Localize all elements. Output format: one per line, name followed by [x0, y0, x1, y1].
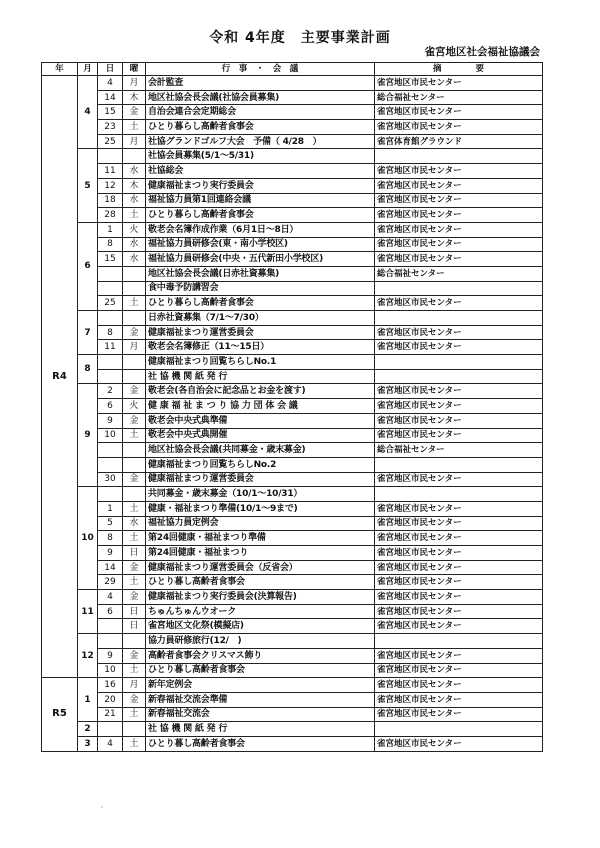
day-cell [98, 634, 123, 649]
table-row [42, 546, 543, 561]
day-cell: 14 [98, 560, 123, 575]
month-cell: 12 [78, 634, 98, 678]
event-cell: 健康福祉まつり運営委員会 [146, 325, 375, 340]
event-cell: 社協グランドゴルフ大会 予備（ 4/28 ） [146, 134, 375, 149]
weekday-cell: 土 [123, 428, 146, 443]
day-cell [98, 369, 123, 384]
day-cell [98, 149, 123, 164]
note-cell: 雀宮地区市民センター [375, 208, 543, 223]
note-cell: 雀宮地区市民センター [375, 501, 543, 516]
day-cell [98, 443, 123, 458]
weekday-cell: 火 [123, 222, 146, 237]
note-cell: 雀宮地区市民センター [375, 707, 543, 722]
table-row [42, 178, 543, 193]
header-note: 摘 要 [375, 63, 543, 76]
event-cell: 新春福祉交流会準備 [146, 692, 375, 707]
note-cell: 雀宮地区市民センター [375, 692, 543, 707]
table-row [42, 428, 543, 443]
event-cell: 健康福祉まつり回覧ちらしNo.2 [146, 457, 375, 472]
weekday-cell: 水 [123, 164, 146, 179]
day-cell [98, 619, 123, 634]
note-cell: 総合福祉センター [375, 443, 543, 458]
day-cell: 8 [98, 325, 123, 340]
weekday-cell: 土 [123, 663, 146, 678]
weekday-cell [123, 634, 146, 649]
day-cell: 28 [98, 208, 123, 223]
schedule-body [42, 76, 543, 752]
weekday-cell: 月 [123, 76, 146, 91]
event-cell: 健 康 福 祉 ま つ り 協 力 団 体 会 議 [146, 399, 375, 414]
event-cell: 第24回健康・福祉まつり [146, 546, 375, 561]
event-cell: 敬老会名簿修正（11～15日） [146, 340, 375, 355]
weekday-cell [123, 311, 146, 326]
table-row [42, 634, 543, 649]
weekday-cell: 火 [123, 399, 146, 414]
day-cell: 11 [98, 164, 123, 179]
weekday-cell: 水 [123, 193, 146, 208]
note-cell: 雀宮地区市民センター [375, 604, 543, 619]
event-cell: ひとり暮し高齢者食事会 [146, 736, 375, 751]
note-cell: 雀宮地区市民センター [375, 736, 543, 751]
table-row [42, 707, 543, 722]
day-cell: 20 [98, 692, 123, 707]
table-row [42, 457, 543, 472]
year-cell: R5 [42, 678, 78, 751]
header-day: 日 [98, 63, 123, 76]
weekday-cell: 土 [123, 120, 146, 135]
weekday-cell: 土 [123, 736, 146, 751]
weekday-cell [123, 149, 146, 164]
table-row [42, 208, 543, 223]
table-row [42, 222, 543, 237]
note-cell: 雀宮地区市民センター [375, 252, 543, 267]
event-cell: 会計監査 [146, 76, 375, 91]
day-cell: 12 [98, 178, 123, 193]
day-cell: 8 [98, 531, 123, 546]
table-row [42, 281, 543, 296]
day-cell: 1 [98, 501, 123, 516]
event-cell: 福祉協力員研修会(中央・五代新田小学校区) [146, 252, 375, 267]
note-cell [375, 281, 543, 296]
weekday-cell [123, 443, 146, 458]
event-cell: 福祉協力員定例会 [146, 516, 375, 531]
note-cell: 雀宮地区市民センター [375, 678, 543, 693]
table-row [42, 120, 543, 135]
note-cell: 雀宮地区市民センター [375, 619, 543, 634]
note-cell: 雀宮地区市民センター [375, 325, 543, 340]
event-cell: 新春福祉交流会 [146, 707, 375, 722]
event-cell: 社協会員募集(5/1～5/31) [146, 149, 375, 164]
note-cell: 雀宮地区市民センター [375, 296, 543, 311]
note-cell: 雀宮地区市民センター [375, 193, 543, 208]
day-cell [98, 457, 123, 472]
day-cell: 9 [98, 648, 123, 663]
table-row [42, 105, 543, 120]
schedule-table [41, 62, 543, 752]
month-cell: 9 [78, 384, 98, 487]
note-cell: 雀宮地区市民センター [375, 399, 543, 414]
event-cell: 高齢者食事会クリスマス飾り [146, 648, 375, 663]
month-cell: 4 [78, 76, 98, 149]
day-cell: 23 [98, 120, 123, 135]
note-cell [375, 634, 543, 649]
day-cell: 10 [98, 428, 123, 443]
day-cell: 15 [98, 252, 123, 267]
weekday-cell: 日 [123, 604, 146, 619]
note-cell: 雀宮地区市民センター [375, 340, 543, 355]
weekday-cell: 木 [123, 90, 146, 105]
day-cell: 1 [98, 222, 123, 237]
event-cell: 敬老会中央式典開催 [146, 428, 375, 443]
day-cell: 30 [98, 472, 123, 487]
event-cell: 地区社協会長会議(社協会員募集) [146, 90, 375, 105]
weekday-cell: 土 [123, 208, 146, 223]
weekday-cell [123, 487, 146, 502]
weekday-cell [123, 266, 146, 281]
table-row [42, 663, 543, 678]
weekday-cell: 金 [123, 590, 146, 605]
event-cell: 敬老会(各自治会に記念品とお金を渡す) [146, 384, 375, 399]
weekday-cell: 金 [123, 472, 146, 487]
table-row [42, 149, 543, 164]
table-row [42, 590, 543, 605]
event-cell: ひとり暮し高齢者食事会 [146, 575, 375, 590]
weekday-cell: 土 [123, 296, 146, 311]
note-cell: 雀宮地区市民センター [375, 516, 543, 531]
note-cell: 雀宮地区市民センター [375, 590, 543, 605]
note-cell: 雀宮地区市民センター [375, 105, 543, 120]
weekday-cell: 土 [123, 501, 146, 516]
weekday-cell: 水 [123, 237, 146, 252]
table-row [42, 340, 543, 355]
weekday-cell [123, 457, 146, 472]
day-cell: 15 [98, 105, 123, 120]
note-cell [375, 457, 543, 472]
day-cell [98, 311, 123, 326]
event-cell: 福祉協力員第1回連絡会議 [146, 193, 375, 208]
header-weekday: 曜 [123, 63, 146, 76]
event-cell: 社 協 機 関 紙 発 行 [146, 722, 375, 737]
day-cell: 4 [98, 590, 123, 605]
weekday-cell: 月 [123, 678, 146, 693]
month-cell: 5 [78, 149, 98, 222]
table-row [42, 648, 543, 663]
table-row [42, 413, 543, 428]
table-row [42, 516, 543, 531]
table-row [42, 722, 543, 737]
day-cell [98, 355, 123, 370]
event-cell: 社協総会 [146, 164, 375, 179]
event-cell: 健康福祉まつり実行委員会(決算報告) [146, 590, 375, 605]
table-row [42, 384, 543, 399]
month-cell: 6 [78, 222, 98, 310]
event-cell: ひとり暮らし高齢者食事会 [146, 208, 375, 223]
note-cell: 雀宮地区市民センター [375, 178, 543, 193]
weekday-cell: 水 [123, 252, 146, 267]
weekday-cell: 月 [123, 340, 146, 355]
event-cell: 敬老会中央式典準備 [146, 413, 375, 428]
table-row [42, 90, 543, 105]
weekday-cell: 金 [123, 105, 146, 120]
note-cell: 雀宮地区市民センター [375, 648, 543, 663]
table-row [42, 237, 543, 252]
day-cell [98, 722, 123, 737]
table-row [42, 678, 543, 693]
table-header-row [42, 63, 543, 76]
weekday-cell: 金 [123, 325, 146, 340]
table-row [42, 296, 543, 311]
year-cell: R4 [42, 76, 78, 678]
weekday-cell [123, 281, 146, 296]
note-cell: 雀宮地区市民センター [375, 76, 543, 91]
note-cell: 雀宮地区市民センター [375, 164, 543, 179]
event-cell: 健康福祉まつり運営委員会 [146, 472, 375, 487]
table-row [42, 355, 543, 370]
table-row [42, 134, 543, 149]
month-cell: 8 [78, 355, 98, 384]
day-cell: 4 [98, 76, 123, 91]
day-cell: 14 [98, 90, 123, 105]
table-row [42, 472, 543, 487]
day-cell: 25 [98, 134, 123, 149]
header-year: 年 [42, 63, 78, 76]
event-cell: ちゅんちゅんウオーク [146, 604, 375, 619]
note-cell: 総合福祉センター [375, 90, 543, 105]
day-cell: 6 [98, 604, 123, 619]
day-cell [98, 266, 123, 281]
event-cell: 福祉協力員研修会(東・南小学校区) [146, 237, 375, 252]
day-cell: 9 [98, 413, 123, 428]
table-row [42, 252, 543, 267]
table-row [42, 501, 543, 516]
event-cell: 地区社協会長会議(共同募金・歳末募金) [146, 443, 375, 458]
month-cell: 10 [78, 487, 98, 590]
header-month: 月 [78, 63, 98, 76]
event-cell: 第24回健康・福祉まつり準備 [146, 531, 375, 546]
event-cell: 敬老会名簿作成作業（6月1日～8日） [146, 222, 375, 237]
table-row [42, 164, 543, 179]
table-row [42, 560, 543, 575]
header-event: 行 事 ・ 会 議 [146, 63, 375, 76]
weekday-cell: 金 [123, 692, 146, 707]
day-cell: 11 [98, 340, 123, 355]
weekday-cell [123, 369, 146, 384]
weekday-cell: 日 [123, 546, 146, 561]
day-cell: 18 [98, 193, 123, 208]
note-cell: 雀宮地区市民センター [375, 546, 543, 561]
day-cell: 29 [98, 575, 123, 590]
table-row [42, 443, 543, 458]
table-row [42, 487, 543, 502]
day-cell: 21 [98, 707, 123, 722]
note-cell: 雀宮地区市民センター [375, 237, 543, 252]
day-cell: 2 [98, 384, 123, 399]
table-row [42, 399, 543, 414]
table-row [42, 266, 543, 281]
organization-name: 雀宮地区社会福祉協議会 [424, 46, 540, 58]
note-cell: 雀宮地区市民センター [375, 472, 543, 487]
month-cell: 1 [78, 678, 98, 722]
weekday-cell: 金 [123, 384, 146, 399]
weekday-cell [123, 722, 146, 737]
weekday-cell: 土 [123, 575, 146, 590]
event-cell: 健康福祉まつり回覧ちらしNo.1 [146, 355, 375, 370]
note-cell [375, 149, 543, 164]
page-title: 令和 4年度 主要事業計画 [209, 30, 391, 46]
weekday-cell: 金 [123, 560, 146, 575]
event-cell: 雀宮地区文化祭(模擬店) [146, 619, 375, 634]
month-cell: 3 [78, 736, 98, 751]
table-row [42, 531, 543, 546]
event-cell: 日赤社資募集（7/1～7/30） [146, 311, 375, 326]
event-cell: 新年定例会 [146, 678, 375, 693]
note-cell: 雀宮地区市民センター [375, 384, 543, 399]
day-cell: 16 [98, 678, 123, 693]
table-row [42, 369, 543, 384]
note-cell: 雀宮地区市民センター [375, 560, 543, 575]
corner-mark: ¸ [100, 800, 104, 808]
day-cell: 10 [98, 663, 123, 678]
note-cell [375, 369, 543, 384]
table-row [42, 619, 543, 634]
table-row [42, 575, 543, 590]
table-row [42, 604, 543, 619]
note-cell: 雀宮地区市民センター [375, 413, 543, 428]
note-cell: 雀宮地区市民センター [375, 428, 543, 443]
note-cell [375, 722, 543, 737]
event-cell: ひとり暮し高齢者食事会 [146, 663, 375, 678]
event-cell: 共同募金・歳末募金（10/1～10/31） [146, 487, 375, 502]
event-cell: 食中毒予防講習会 [146, 281, 375, 296]
weekday-cell: 金 [123, 413, 146, 428]
table-row [42, 193, 543, 208]
day-cell: 6 [98, 399, 123, 414]
event-cell: 地区社協会長会議(日赤社資募集) [146, 266, 375, 281]
month-cell: 2 [78, 722, 98, 737]
day-cell: 5 [98, 516, 123, 531]
note-cell: 雀宮地区市民センター [375, 531, 543, 546]
table-row [42, 311, 543, 326]
event-cell: ひとり暮らし高齢者食事会 [146, 120, 375, 135]
table-row [42, 736, 543, 751]
day-cell: 8 [98, 237, 123, 252]
day-cell: 25 [98, 296, 123, 311]
note-cell [375, 311, 543, 326]
table-row [42, 692, 543, 707]
month-cell: 11 [78, 590, 98, 634]
event-cell: 協力員研修旅行(12/ ) [146, 634, 375, 649]
note-cell: 雀宮体育館グラウンド [375, 134, 543, 149]
table-row [42, 76, 543, 91]
table-row [42, 325, 543, 340]
weekday-cell: 月 [123, 134, 146, 149]
event-cell: ひとり暮らし高齢者食事会 [146, 296, 375, 311]
event-cell: 健康福祉まつり運営委員会（反省会） [146, 560, 375, 575]
weekday-cell: 土 [123, 531, 146, 546]
note-cell: 雀宮地区市民センター [375, 575, 543, 590]
weekday-cell: 水 [123, 516, 146, 531]
weekday-cell: 日 [123, 619, 146, 634]
weekday-cell: 土 [123, 707, 146, 722]
event-cell: 社 協 機 関 紙 発 行 [146, 369, 375, 384]
day-cell: 9 [98, 546, 123, 561]
weekday-cell [123, 355, 146, 370]
note-cell [375, 355, 543, 370]
note-cell: 雀宮地区市民センター [375, 120, 543, 135]
day-cell [98, 281, 123, 296]
event-cell: 健康福祉まつり実行委員会 [146, 178, 375, 193]
month-cell: 7 [78, 311, 98, 355]
weekday-cell: 金 [123, 648, 146, 663]
note-cell: 総合福祉センター [375, 266, 543, 281]
note-cell: 雀宮地区市民センター [375, 663, 543, 678]
note-cell [375, 487, 543, 502]
day-cell: 4 [98, 736, 123, 751]
note-cell: 雀宮地区市民センター [375, 222, 543, 237]
weekday-cell: 木 [123, 178, 146, 193]
event-cell: 健康・福祉まつり準備(10/1～9まで) [146, 501, 375, 516]
day-cell [98, 487, 123, 502]
event-cell: 自治会連合会定期総会 [146, 105, 375, 120]
